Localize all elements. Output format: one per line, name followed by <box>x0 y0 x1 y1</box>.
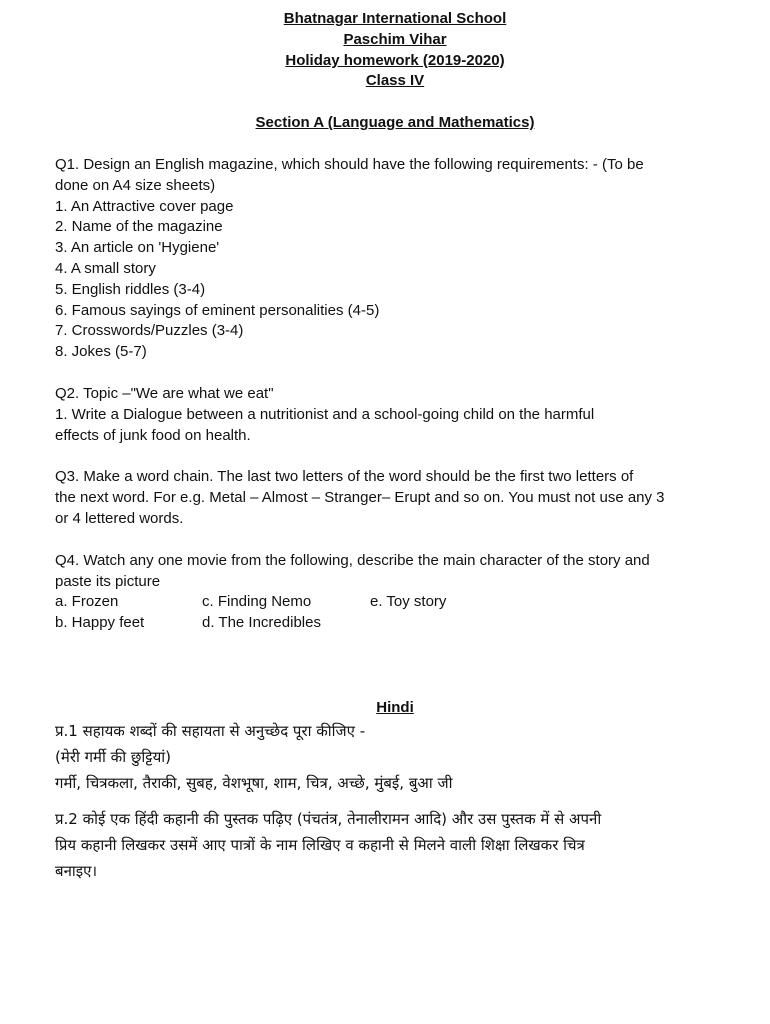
question-4 <box>55 551 735 634</box>
document-header <box>55 9 735 92</box>
movie-options <box>55 592 735 634</box>
movie-options-row <box>55 613 735 634</box>
question-1 <box>55 155 735 363</box>
movie-options-row <box>55 592 735 613</box>
school-name: Bhatnagar International School <box>283 10 507 27</box>
q4-line-1: Q4. Watch any one movie from the following, describe the main character of the story and <box>55 551 650 569</box>
homework-page <box>55 9 735 884</box>
hindi-section <box>55 718 735 884</box>
q1-item: 5. English riddles (3-4) <box>55 280 206 298</box>
q2-line-1: 1. Write a Dialogue between a nutritionist and a school-going child on the harmful <box>55 405 595 423</box>
movie-option: a. Frozen <box>55 593 119 611</box>
hindi-q1-line-1: प्र.1 सहायक शब्दों की सहायता से अनुच्छेद पूरा कीजिए - <box>55 721 366 740</box>
hindi-q1-line-3: गर्मी, चित्रकला, तैराकी, सुबह, वेशभूषा, शाम, चित्र, अच्छे, मुंबई, बुआ जी <box>55 773 453 792</box>
section-a-title: Section A (Language and Mathematics) <box>255 114 535 132</box>
q3-line-1: Q3. Make a word chain. The last two letters of the word should be the first two letters of <box>55 468 634 486</box>
class-label: Class IV <box>365 72 425 90</box>
movie-option: b. Happy feet <box>55 614 145 632</box>
movie-option: d. The Incredibles <box>202 614 321 632</box>
q1-item: 3. An article on 'Hygiene' <box>55 239 220 257</box>
hindi-q2 <box>55 806 735 884</box>
q3-line-2: the next word. For e.g. Metal – Almost – Stranger– Erupt and so on. You must not use any 3 <box>55 489 665 507</box>
q1-intro-line-1: Q1. Design an English magazine, which should have the following requirements: - (To be <box>55 155 644 173</box>
q1-item: 7. Crosswords/Puzzles (3-4) <box>55 322 244 340</box>
q1-item: 1. An Attractive cover page <box>55 197 234 215</box>
q4-line-2: paste its picture <box>55 572 161 590</box>
q2-topic: Q2. Topic –"We are what we eat" <box>55 384 274 402</box>
hindi-q2-line-2: प्रिय कहानी लिखकर उसमें आए पात्रों के नाम लिखिए व कहानी से मिलने वाली शिक्षा लिखकर चित्र <box>55 835 585 854</box>
q1-item: 2. Name of the magazine <box>55 218 223 236</box>
hindi-q1-line-2: (मेरी गर्मी की छुट्टियां) <box>55 747 172 766</box>
hindi-q2-line-1: प्र.2 कोई एक हिंदी कहानी की पुस्तक पढ़िए (पंचतंत्र, तेनालीरामन आदि) और उस पुस्तक में से अपनी <box>55 809 602 828</box>
q3-line-3: or 4 lettered words. <box>55 509 184 527</box>
question-2 <box>55 384 735 446</box>
q2-line-2: effects of junk food on health. <box>55 426 251 444</box>
branch-name: Paschim Vihar <box>343 30 447 48</box>
hindi-q2-line-3: बनाइए। <box>55 861 98 880</box>
q1-item: 4. A small story <box>55 259 156 277</box>
q1-item: 8. Jokes (5-7) <box>55 343 147 361</box>
q1-item: 6. Famous sayings of eminent personalities (4-5) <box>55 301 380 319</box>
question-3 <box>55 467 735 529</box>
movie-option: e. Toy story <box>370 593 447 611</box>
document-title: Holiday homework (2019-2020) <box>285 51 505 69</box>
hindi-heading: Hindi <box>376 698 414 716</box>
q1-intro-line-2: done on A4 size sheets) <box>55 176 216 194</box>
movie-option: c. Finding Nemo <box>202 593 312 611</box>
